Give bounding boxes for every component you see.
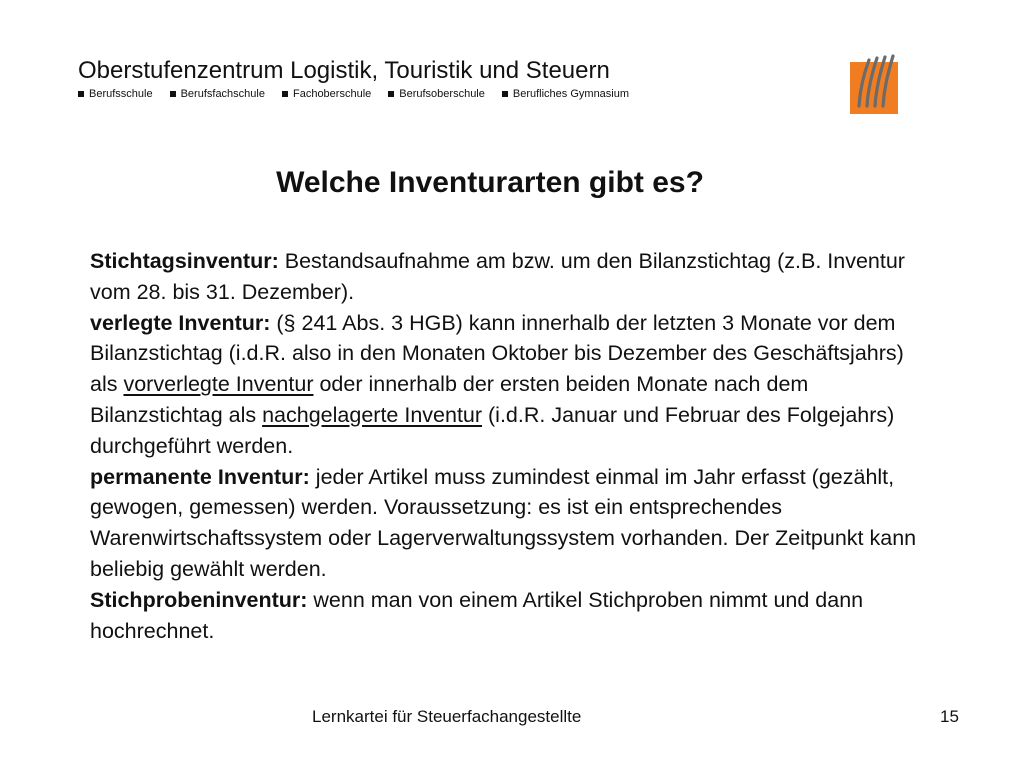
inventory-type-description: (§ 241 Abs. 3 HGB) kann innerhalb der letzten 3 Monate vor dem Bilanzstichtag (i.d.R. also in den Monaten Oktober bis Dezember des Geschäftsjahrs) als: [90, 310, 904, 397]
inventory-type-entry: [90, 308, 920, 462]
school-type-label: Berufsfachschule: [180, 88, 265, 100]
school-type-item: [170, 87, 265, 101]
inventory-type-description: (i.d.R. Januar und Februar des Folgejahrs) durchgeführt werden.: [90, 402, 895, 458]
slide-heading: Welche Inventurarten gibt es?: [276, 166, 704, 199]
inventory-type-entry: [90, 585, 920, 647]
inventory-type-entry: [90, 462, 920, 585]
school-type-item: [282, 87, 371, 101]
square-bullet-icon: [282, 91, 288, 97]
inventory-type-term: Stichprobeninventur:: [90, 587, 308, 612]
inventory-type-term: permanente Inventur:: [90, 464, 310, 489]
inventory-type-term: verlegte Inventur:: [90, 310, 271, 335]
school-type-item: [78, 87, 153, 101]
underlined-term: nachgelagerte Inventur: [262, 402, 483, 427]
school-type-item: [388, 87, 485, 101]
osz-logo-icon: [850, 54, 898, 114]
underlined-term: vorverlegte Inventur: [123, 372, 314, 397]
school-name: Oberstufenzentrum Logistik, Touristik und Steuern: [78, 57, 610, 84]
inventory-type-description: Bestandsaufnahme am bzw. um den Bilanzstichtag (z.B. Inventur vom 28. bis 31. Dezember).: [90, 249, 905, 304]
school-type-item: [502, 87, 629, 101]
slide-body: [90, 246, 920, 646]
school-type-label: Berufsschule: [89, 88, 153, 100]
school-type-label: Fachoberschule: [292, 88, 372, 100]
school-types-list: [78, 87, 646, 101]
inventory-type-term: Stichtagsinventur:: [90, 249, 279, 273]
square-bullet-icon: [78, 91, 84, 97]
footer-title: Lernkartei für Steuerfachangestellte: [312, 707, 582, 726]
square-bullet-icon: [388, 91, 394, 97]
school-type-label: Berufsoberschule: [399, 88, 485, 100]
inventory-type-description: oder innerhalb der ersten beiden Monate nach dem Bilanzstichtag als: [90, 372, 809, 427]
inventory-type-description: jeder Artikel muss zumindest einmal im Jahr erfasst (gezählt, gewogen, gemessen) werden. Voraussetzung: es ist ein entsprechendes Warenwirtschaftssystem oder Lagerverwaltungssystem vorhanden. Der Zeitpunkt kann beliebig gewählt werden.: [90, 464, 917, 581]
inventory-type-description: wenn man von einem Artikel Stichproben nimmt und dann hochrechnet.: [90, 587, 864, 643]
square-bullet-icon: [170, 91, 176, 97]
school-type-label: Berufliches Gymnasium: [512, 88, 630, 100]
square-bullet-icon: [502, 91, 508, 97]
page-number: 15: [940, 707, 959, 726]
inventory-type-entry: [90, 246, 920, 308]
